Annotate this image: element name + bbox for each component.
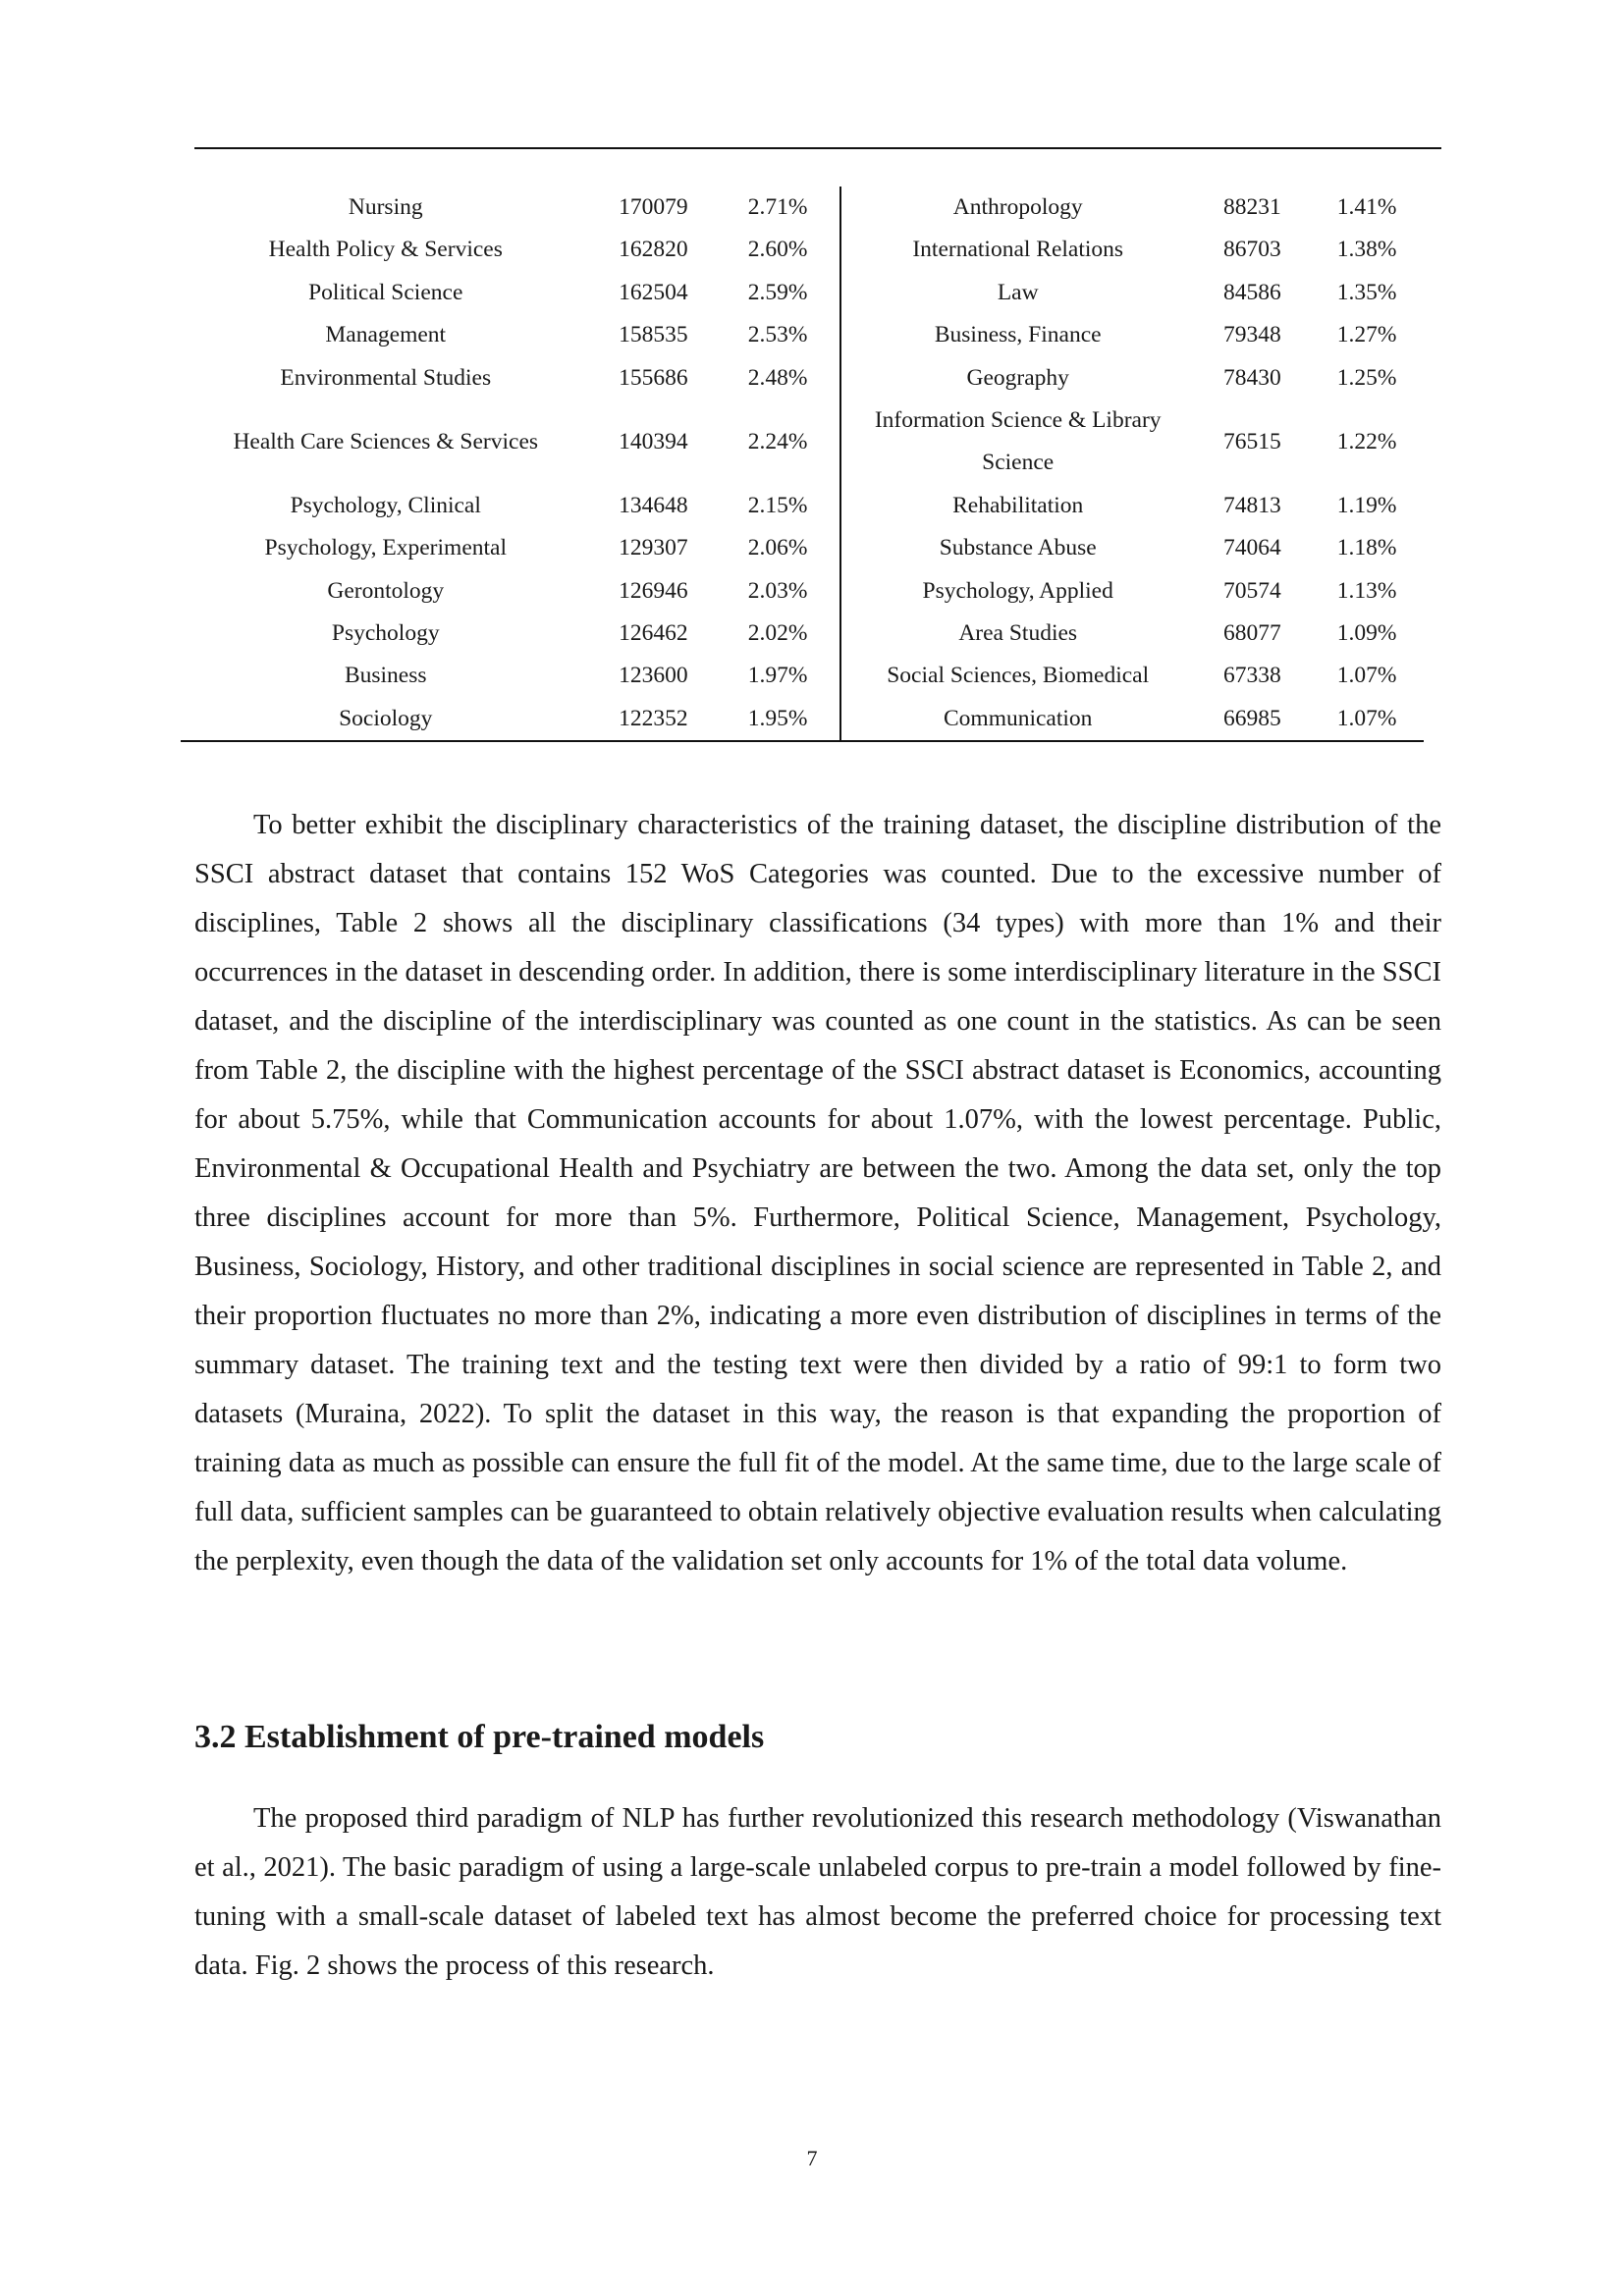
discipline-percent-cell: 2.60% — [747, 237, 808, 263]
discipline-count-cell: 68077 — [1222, 620, 1281, 647]
discipline-name-cell: Sociology — [181, 698, 591, 741]
discipline-name-cell: Political Science — [308, 279, 463, 305]
discipline-count-cell: 70574 — [1222, 577, 1281, 604]
discipline-percent-cell: 1.09% — [1336, 620, 1397, 647]
discipline-name-cell: Business, Finance — [840, 314, 1195, 356]
discipline-name-cell: Information Science & Library Science — [840, 400, 1195, 485]
discipline-percent-cell: 2.24% — [747, 428, 808, 454]
discipline-name-cell: Anthropology — [840, 187, 1195, 229]
discipline-count-cell: 67338 — [1222, 663, 1281, 689]
paragraph-pretrained-models: The proposed third paradigm of NLP has further revolutionized this research methodology (Viswanathan et al., 2021). The basic paradigm of using a large-scale unlabeled corpus to pre-train a model followed by fine-tuning with a small-scale dataset of labeled text has almost become the preferred choice for processing text data. Fig. 2 shows the process of this research. — [194, 1803, 1441, 1981]
discipline-percent-cell: 1.35% — [1336, 279, 1397, 305]
discipline-name-cell: Business — [344, 663, 427, 689]
discipline-name-cell: Substance Abuse — [840, 527, 1195, 569]
discipline-count-cell: 84586 — [1222, 279, 1281, 305]
discipline-percent-cell: 2.02% — [747, 620, 808, 647]
discipline-count-cell: 126462 — [619, 620, 688, 647]
table-row — [181, 570, 1424, 613]
discipline-count-cell: 129307 — [619, 535, 688, 561]
table-row — [181, 229, 1424, 271]
discipline-count-cell: 155686 — [619, 364, 688, 391]
discipline-name-cell: Psychology, Experimental — [264, 535, 507, 561]
discipline-count-cell: 74813 — [1222, 492, 1281, 518]
discipline-name-cell: Health Policy & Services — [268, 237, 503, 263]
discipline-count-cell: 134648 — [619, 492, 688, 518]
discipline-percent-cell: 2.48% — [747, 364, 808, 391]
discipline-count-cell: 78430 — [1222, 364, 1281, 391]
discipline-name-cell: Management — [325, 322, 447, 348]
discipline-count-cell: 126946 — [619, 577, 688, 604]
table-row — [181, 613, 1424, 655]
discipline-name-cell: Area Studies — [840, 613, 1195, 655]
discipline-percent-cell: 2.06% — [747, 535, 808, 561]
discipline-name-cell: Gerontology — [327, 577, 445, 604]
discipline-percent-cell: 1.27% — [1336, 322, 1397, 348]
section-heading: 3.2 Establishment of pre-trained models — [194, 1719, 765, 1755]
paragraph-dataset-description: To better exhibit the disciplinary characteristics of the training dataset, the discipline distribution of the SSCI abstract dataset that contains 152 WoS Categories was counted. Due to the excessive number of disciplines, Table 2 shows all the disciplinary classifications (34 types) with more than 1% and their occurrences in the dataset in descending order. In addition, there is some interdisciplinary literature in the SSCI dataset, and the discipline of the interdisciplinary was counted as one count in the statistics. As can be seen from Table 2, the discipline with the highest percentage of the SSCI abstract dataset is Economics, accounting for about 5.75%, while that Communication accounts for about 1.07%, with the lowest percentage. Public, Environmental & Occupational Health and Psychiatry are between the two. Among the data set, only the top three disciplines account for more than 5%. Furthermore, Political Science, Management, Psychology, Business, Sociology, History, and other traditional disciplines in social science are represented in Table 2, and their proportion fluctuates no more than 2%, indicating a more even distribution of disciplines in terms of the summary dataset. The training text and the testing text were then divided by a ratio of 99:1 to form two datasets (Muraina, 2022). To split the dataset in this way, the reason is that expanding the proportion of training data as much as possible can ensure the full fit of the model. At the same time, due to the large scale of full data, sufficient samples can be guaranteed to obtain relatively objective evaluation results when calculating the perplexity, even though the data of the validation set only accounts for 1% of the total data volume. — [194, 810, 1441, 1576]
discipline-table-body — [181, 187, 1424, 741]
discipline-percent-cell: 1.41% — [1336, 194, 1397, 220]
discipline-name-cell: International Relations — [840, 229, 1195, 271]
discipline-count-cell: 162820 — [619, 237, 688, 263]
discipline-count-cell: 74064 — [1222, 535, 1281, 561]
discipline-percent-cell: 1.22% — [1336, 428, 1397, 454]
discipline-percent-cell: 1.18% — [1336, 535, 1397, 561]
table-row — [181, 485, 1424, 527]
table-row — [181, 357, 1424, 400]
discipline-name-cell: Communication — [840, 698, 1195, 741]
discipline-percent-cell: 2.03% — [747, 577, 808, 604]
discipline-percent-cell: 2.59% — [747, 279, 808, 305]
discipline-percent-cell: 1.07% — [1310, 698, 1424, 741]
discipline-name-cell: Psychology, Clinical — [290, 492, 481, 518]
discipline-count-cell: 66985 — [1194, 698, 1310, 741]
discipline-percent-cell: 1.95% — [716, 698, 840, 741]
table-row — [181, 314, 1424, 356]
discipline-name-cell: Social Sciences, Biomedical — [840, 655, 1195, 697]
discipline-percent-cell: 1.25% — [1336, 364, 1397, 391]
page-number: 7 — [806, 2146, 818, 2170]
discipline-count-cell: 170079 — [619, 194, 688, 220]
discipline-percent-cell: 1.13% — [1336, 577, 1397, 604]
table-row — [181, 187, 1424, 229]
discipline-percent-cell: 1.07% — [1336, 663, 1397, 689]
discipline-percent-cell: 2.71% — [747, 194, 808, 220]
discipline-name-cell: Rehabilitation — [840, 485, 1195, 527]
discipline-count-cell: 162504 — [619, 279, 688, 305]
discipline-count-cell: 122352 — [591, 698, 717, 741]
discipline-count-cell: 86703 — [1222, 237, 1281, 263]
table-row — [181, 527, 1424, 569]
discipline-name-cell: Health Care Sciences & Services — [233, 428, 539, 454]
table-row — [181, 272, 1424, 314]
discipline-percent-cell: 2.53% — [747, 322, 808, 348]
discipline-name-cell: Psychology — [331, 620, 440, 647]
discipline-count-cell: 140394 — [619, 428, 688, 454]
discipline-name-cell: Nursing — [348, 194, 423, 220]
discipline-table — [181, 187, 1424, 742]
discipline-percent-cell: 1.19% — [1336, 492, 1397, 518]
discipline-name-cell: Psychology, Applied — [840, 570, 1195, 613]
table-row — [181, 698, 1424, 741]
discipline-name-cell: Environmental Studies — [280, 364, 492, 391]
discipline-percent-cell: 2.15% — [747, 492, 808, 518]
discipline-count-cell: 158535 — [619, 322, 688, 348]
table-row — [181, 400, 1424, 485]
discipline-count-cell: 88231 — [1222, 194, 1281, 220]
discipline-count-cell: 76515 — [1222, 428, 1281, 454]
table-row — [181, 655, 1424, 697]
discipline-count-cell: 79348 — [1222, 322, 1281, 348]
discipline-count-cell: 123600 — [619, 663, 688, 689]
discipline-name-cell: Law — [840, 272, 1195, 314]
discipline-name-cell: Geography — [840, 357, 1195, 400]
discipline-percent-cell: 1.38% — [1336, 237, 1397, 263]
discipline-percent-cell: 1.97% — [747, 663, 808, 689]
table-top-rule — [194, 147, 1441, 149]
